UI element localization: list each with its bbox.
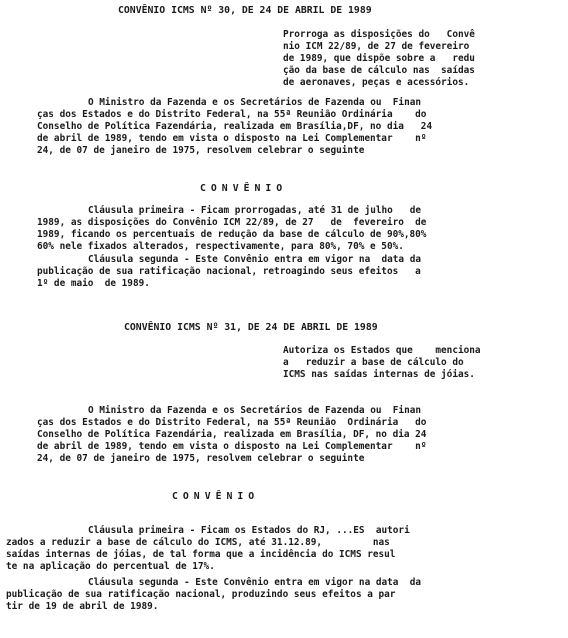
doc1-clause-line: publicação de sua ratificação nacional, retroagindo seus efeitos a (37, 266, 421, 277)
doc1-preamble-line: ças dos Estados e do Distrito Federal, na 55ª Reunião Ordinária do (37, 109, 427, 120)
doc1-title: CONVÊNIO ICMS Nº 30, DE 24 DE ABRIL DE 1989 (118, 5, 372, 16)
doc2-preamble-line: ças dos Estados e do Distrito Federal, na 55ª Reunião Ordinária do (37, 417, 427, 428)
doc2-preamble-line: de abril de 1989, tendo em vista o disposto na Lei Complementar nº (37, 441, 427, 452)
doc1-preamble-line: de abril de 1989, tendo em vista o disposto na Lei Complementar nº (37, 133, 427, 144)
doc2-clause-line: Cláusula segunda - Este Convênio entra em vigor na data da (88, 577, 422, 588)
doc1-clause-line: 1º de maio de 1989. (37, 278, 150, 289)
doc1-section-heading: CONVÊNIO (200, 183, 288, 194)
doc1-ementa-line: de 1989, que dispõe sobre a redu (283, 53, 475, 64)
doc2-preamble-line: O Ministro da Fazenda e os Secretários de Fazenda ou Finan (88, 405, 422, 416)
doc2-clause-line: tir de 19 de abril de 1989. (6, 601, 159, 612)
doc1-clause-line: 60% nele fixados alterados, respectivamente, para 80%, 70% e 50%. (37, 241, 404, 252)
doc2-preamble-line: 24, de 07 de janeiro de 1975, resolvem celebrar o seguinte (37, 453, 365, 464)
doc2-section-heading: CONVÊNIO (172, 491, 260, 502)
doc1-clause-line: Cláusula primeira - Ficam prorrogadas, até 31 de julho de (88, 205, 422, 216)
doc2-title: CONVÊNIO ICMS Nº 31, DE 24 DE ABRIL DE 1989 (124, 322, 378, 333)
doc1-clause-line: 1989, ficando os percentuais de redução da base de cálculo de 90%,80% (37, 229, 427, 240)
doc1-ementa-line: nio ICM 22/89, de 27 de fevereiro (283, 41, 470, 52)
doc1-clause-line: Cláusula segunda - Este Convênio entra em vigor na data da (88, 254, 422, 265)
doc1-preamble-line: O Ministro da Fazenda e os Secretários de Fazenda ou Finan (88, 97, 422, 108)
doc1-ementa-line: de aeronaves, peças e acessórios. (283, 77, 470, 88)
doc2-clause-line: Cláusula primeira - Ficam os Estados do RJ, ...ES autori (88, 525, 410, 536)
doc2-ementa-line: a reduzir a base de cálculo do (283, 357, 464, 368)
doc1-ementa-line: Prorroga as disposições do Convê (283, 29, 475, 40)
doc2-clause-line: publicação de sua ratificação nacional, produzindo seus efeitos a par (6, 589, 396, 600)
doc2-ementa-line: Autoriza os Estados que menciona (283, 345, 481, 356)
doc2-ementa-line: ICMS nas saídas internas de jóias. (283, 369, 475, 380)
doc1-ementa-line: ção da base de cálculo nas saídas (283, 65, 475, 76)
doc2-clause-line: te na aplicação do percentual de 17%. (6, 561, 215, 572)
doc2-clause-line: saídas internas de jóias, de tal forma que a incidência do ICMS resul (6, 549, 396, 560)
doc2-preamble-line: Conselho de Política Fazendária, realizada em Brasília, DF, no dia 24 (37, 429, 427, 440)
doc2-clause-line: zados a reduzir a base de cálculo do ICMS, até 31.12.89, nas (6, 537, 390, 548)
doc1-clause-line: 1989, as disposições do Convênio ICM 22/89, de 27 de fevereiro de (37, 217, 427, 228)
doc1-preamble-line: Conselho de Política Fazendária, realizada em Brasília,DF, no dia 24 (37, 121, 433, 132)
doc1-preamble-line: 24, de 07 de janeiro de 1975, resolvem celebrar o seguinte (37, 145, 365, 156)
